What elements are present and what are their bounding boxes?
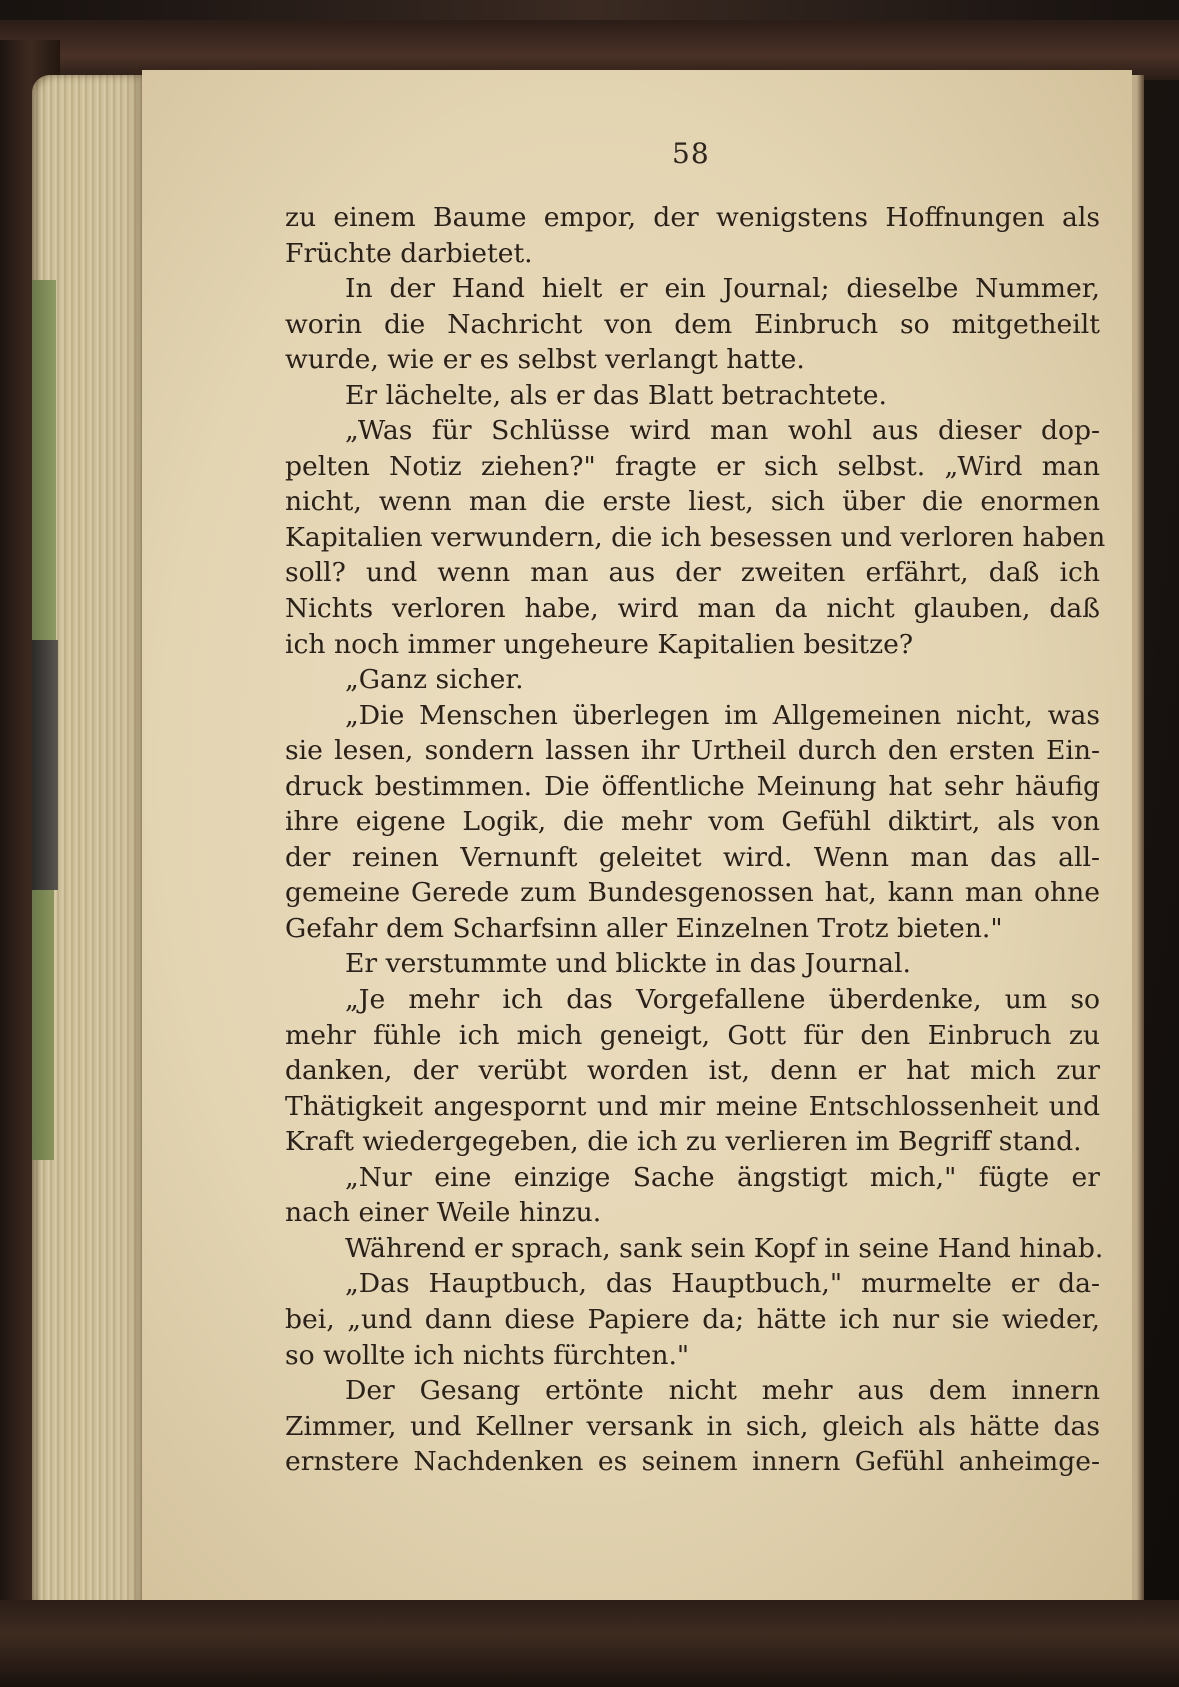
spine-band	[32, 640, 58, 890]
text-line: wurde, wie er es selbst verlangt hatte.	[285, 344, 805, 376]
text-line: ich noch immer ungeheure Kapitalien besitze?	[285, 628, 914, 660]
endpaper-strip-lower	[32, 890, 54, 1160]
text-line: Während er sprach, sank sein Kopf in seine Hand hinab.	[345, 1232, 1104, 1264]
text-line: „Was für Schlüsse wird man wohl aus dieser dop-	[345, 415, 1100, 447]
text-line: Der Gesang ertönte nicht mehr aus dem innern	[345, 1375, 1100, 1407]
text-line: ihre eigene Logik, die mehr vom Gefühl diktirt, als von	[285, 806, 1100, 838]
text-line: Kapitalien verwundern, die ich besessen und verloren haben	[285, 521, 1106, 553]
text-line: Er verstummte und blickte in das Journal.	[345, 948, 912, 980]
text-line: Zimmer, und Kellner versank in sich, gleich als hätte das	[285, 1410, 1100, 1442]
text-line: nicht, wenn man die erste liest, sich über die enormen	[285, 486, 1100, 518]
text-line: sie lesen, sondern lassen ihr Urtheil durch den ersten Ein-	[285, 735, 1100, 767]
page-body-text	[285, 200, 1106, 1480]
text-line: soll? und wenn man aus der zweiten erfährt, daß ich	[285, 557, 1100, 589]
text-line: Nichts verloren habe, wird man da nicht glauben, daß	[285, 593, 1100, 625]
text-line: bei, „und dann diese Papiere da; hätte ich nur sie wieder,	[285, 1303, 1100, 1335]
text-line: Früchte darbietet.	[285, 237, 533, 269]
text-line: danken, der verübt worden ist, denn er hat mich zur	[285, 1055, 1100, 1087]
text-line: zu einem Baume empor, der wenigstens Hoffnungen als	[285, 202, 1100, 233]
text-line: „Je mehr ich das Vorgefallene überdenke, um so	[345, 984, 1100, 1016]
text-line: nach einer Weile hinzu.	[285, 1197, 602, 1229]
cover-bottom-edge	[0, 1600, 1179, 1687]
text-line: „Die Menschen überlegen im Allgemeinen nicht, was	[345, 699, 1100, 731]
text-line: pelten Notiz ziehen?" fragte er sich selbst. „Wird man	[285, 450, 1100, 482]
text-line: worin die Nachricht von dem Einbruch so mitgetheilt	[285, 308, 1100, 340]
text-line: „Das Hauptbuch, das Hauptbuch," murmelte er da-	[345, 1268, 1100, 1300]
text-line: Gefahr dem Scharfsinn aller Einzelnen Trotz bieten."	[285, 912, 1003, 944]
text-line: so wollte ich nichts fürchten."	[285, 1339, 690, 1371]
text-line: Kraft wiedergegeben, die ich zu verlieren im Begriff stand.	[285, 1126, 1082, 1158]
page-number: 58	[672, 137, 710, 170]
text-line: ernstere Nachdenken es seinem innern Gefühl anheimge-	[285, 1446, 1100, 1478]
text-line: In der Hand hielt er ein Journal; dieselbe Nummer,	[345, 273, 1100, 305]
text-line: mehr fühle ich mich geneigt, Gott für den Einbruch zu	[285, 1019, 1100, 1051]
text-line: „Nur eine einzige Sache ängstigt mich," fügte er	[345, 1161, 1100, 1193]
text-line: druck bestimmen. Die öffentliche Meinung hat sehr häufig	[285, 770, 1100, 802]
stacked-page-edges	[32, 75, 147, 1620]
text-line: der reinen Vernunft geleitet wird. Wenn man das all-	[285, 841, 1100, 873]
text-line: Er lächelte, als er das Blatt betrachtete.	[345, 379, 887, 411]
text-line: Thätigkeit angespornt und mir meine Entschlossenheit und	[285, 1090, 1100, 1122]
text-line: „Ganz sicher.	[345, 664, 524, 696]
endpaper-strip	[32, 280, 56, 640]
text-line: gemeine Gerede zum Bundesgenossen hat, kann man ohne	[285, 877, 1100, 909]
